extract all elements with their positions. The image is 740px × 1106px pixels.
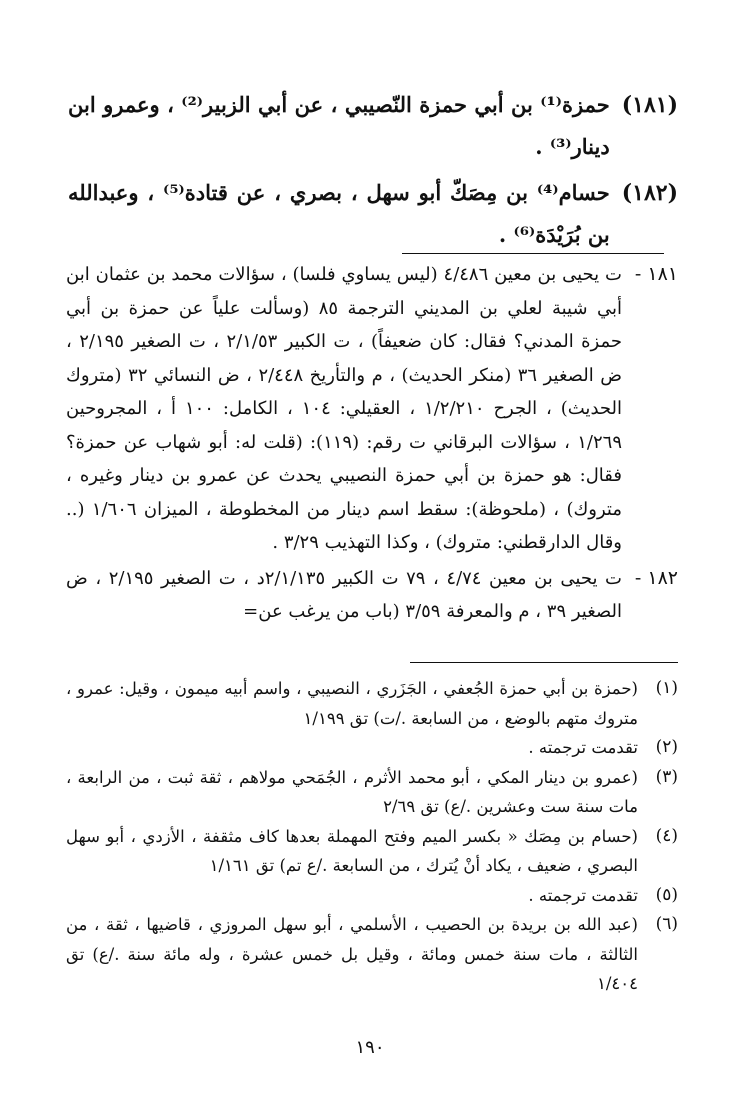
footnote-text: تقدمت ترجمته . [528, 885, 638, 905]
takhrij-number: ١٨٢ - [634, 566, 678, 589]
footnote-text: (عبد الله بن بريدة بن الحصيب ، الأسلمي ، أبو سهل المروزي ، قاضيها ، ثقة ، من الثالثة ، مات سنة خمس ومائة ، وقيل بل خمس عشرة ، وله مائة سنة ./ع) تق ١/٤٠٤ [66, 915, 638, 993]
footnote-4 [66, 822, 678, 881]
footnote-number: (٢) [655, 737, 678, 757]
footnote-number: (٣) [655, 766, 678, 787]
footnote-3 [66, 763, 678, 822]
footnote-text: (عمرو بن دينار المكي ، أبو محمد الأثرم ، الجُمَحي مولاهم ، ثقة ثبت ، من الرابعة ، مات سنة ست وعشرين ./ع) تق ٢/٦٩ [66, 767, 638, 816]
takhrij-text: ت يحيى بن معين ٤/٧٤ ، ٧٩ ت الكبير ٢/١/١٣٥د ، ت الصغير ٢/١٩٥ ، ض الصغير ٣٩ ، م والمعرفة ٣/٥٩ (باب من يرغب عن= [66, 567, 622, 622]
entry-text: حمزة⁽¹⁾ بن أبي حمزة النّصيبي ، عن أبي الزبير⁽²⁾ ، وعمرو ابن دينار⁽³⁾ . [68, 92, 610, 159]
entry-181 [68, 84, 678, 168]
footnote-separator [410, 662, 678, 663]
takhrij-section [66, 258, 678, 631]
footnote-text: (حمزة بن أبي حمزة الجُعفي ، الجَزَري ، النصيبي ، واسم أبيه ميمون ، وقيل: عمرو ، متروك متهم بالوضع ، من السابعة ./ت) تق ١/١٩٩ [66, 679, 638, 728]
entry-number: (١٨٢) [621, 180, 678, 206]
footnote-5 [66, 881, 678, 911]
footnote-text: (حسام بن مِصَك « بكسر الميم وفتح المهملة بعدها كاف مثقفة ، الأزدي ، أبو سهل البصري ، ضعيف ، يكاد أنْ يُترك ، من السابعة ./ع تم) تق ١/١٦١ [66, 826, 638, 875]
takhrij-text: ت يحيى بن معين ٤/٤٨٦ (ليس يساوي فلسا) ، سؤالات محمد بن عثمان ابن أبي شيبة لعلي بن المديني الترجمة ٨٥ (وسألت علياً عن حمزة بن أبي حمزة المدني؟ فقال: كان ضعيفاً) ، ت الكبير ٢/١/٥٣ ، ت الصغير ٢/١٩٥ ، ض الصغير ٣٦ (منكر الحديث) ، م والتأريخ ٢/٤٤٨ ، ض النسائي ٣٢ (متروك الحديث) ، الجرح ١/٢/٢١٠ ، العقيلي: ١٠٤ ، الكامل: ١٠٠ أ ، المجروحين ١/٢٦٩ ، سؤالات البرقاني ت رقم: (١١٩): (قلت له: أبو شهاب عن حمزة؟ فقال: هو حمزة بن أبي حمزة النصيبي يحدث عن عمرو بن دينار وغيره ، متروك) ، (ملحوظة): سقط اسم دينار من المخطوطة ، الميزان ١/٦٠٦ (.. وقال الدارقطني: متروك) ، وكذا التهذيب ٣/٢٩ . [66, 264, 623, 553]
narrator-entries [68, 84, 678, 260]
footnote-number: (٦) [655, 914, 678, 934]
takhrij-number: ١٨١ - [634, 263, 678, 285]
footnote-2 [66, 733, 678, 763]
footnote-number: (١) [655, 678, 678, 698]
footnote-1 [66, 674, 678, 733]
takhrij-181 [66, 258, 678, 560]
footnotes [66, 674, 678, 999]
entry-number: (١٨١) [621, 92, 678, 118]
takhrij-182 [66, 562, 678, 629]
footnote-6 [66, 910, 678, 999]
footnote-number: (٥) [655, 884, 678, 905]
footnote-text: تقدمت ترجمته . [528, 738, 638, 757]
entry-182 [68, 172, 678, 256]
footnote-number: (٤) [655, 825, 678, 846]
separator-line [402, 253, 664, 254]
page-number: ١٩٠ [355, 1037, 385, 1058]
entry-text: حسام⁽⁴⁾ بن مِصَكّ أبو سهل ، بصري ، عن قتادة⁽⁵⁾ ، وعبدالله بن بُرَيْدَة⁽⁶⁾ . [68, 180, 610, 247]
